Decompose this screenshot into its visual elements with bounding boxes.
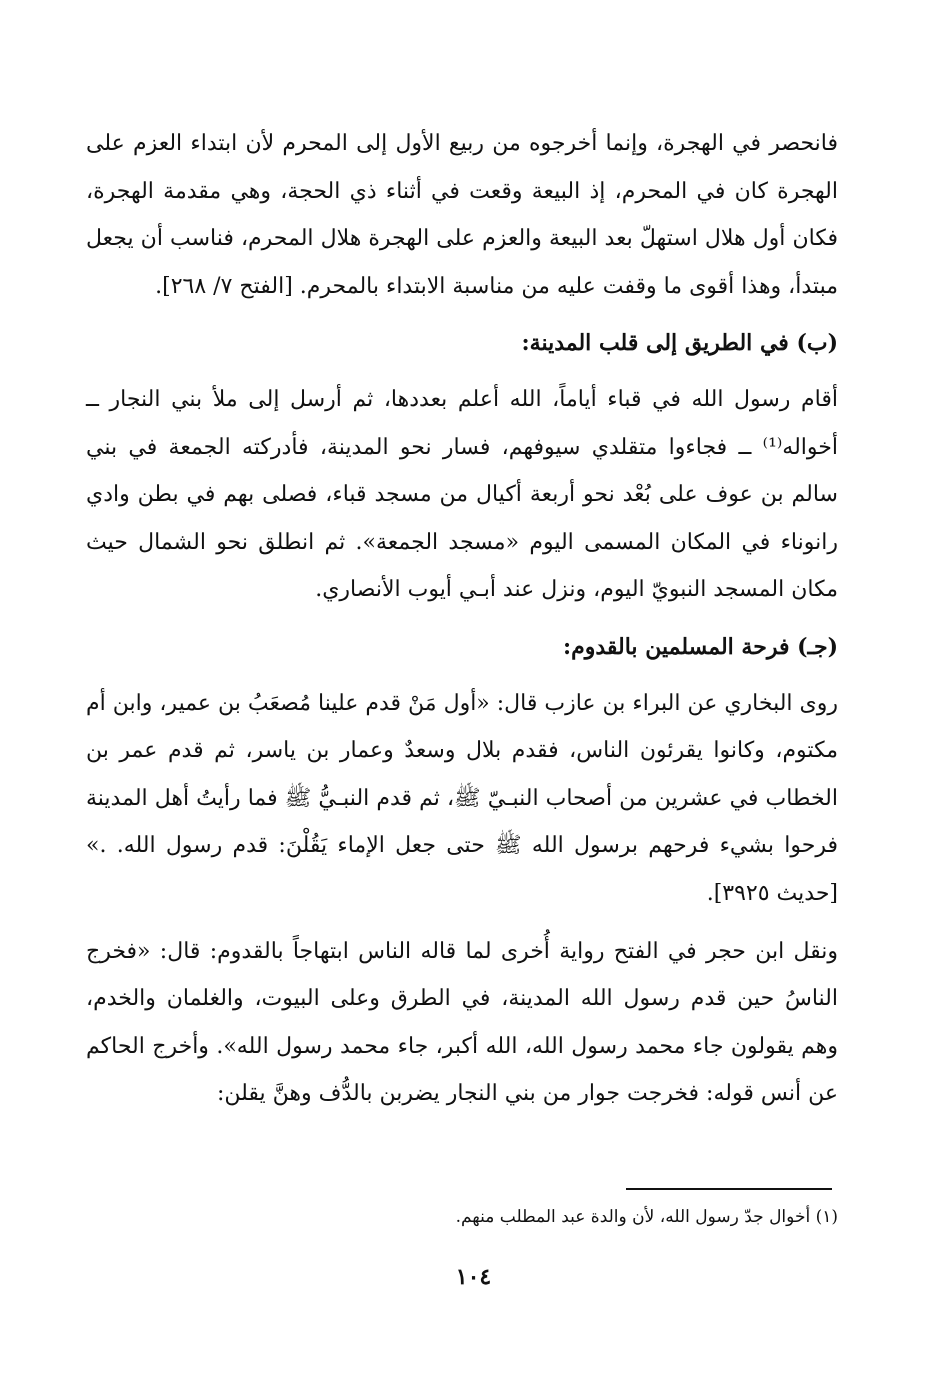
main-text [86, 120, 838, 1118]
paragraph-road-to-medina: أقام رسول الله في قباء أياماً، الله أعلم بعددها، ثم أرسل إلى ملأ بني النجار ــ أخواله⁽¹⁾ ــ فجاءوا متقلدي سيوفهم، فسار نحو المدينة، فأدركته الجمعة في بني سالم بن عوف على بُعْد نحو أربعة أكيال من مسجد قباء، فصلى بهم في بطن وادي رانوناء في المكان المسمى اليوم «مسجد الجمعة». ثم انطلق نحو الشمال حيث مكان المسجد النبويّ اليوم، ونزل عند أبـي أيوب الأنصاري. [86, 386, 838, 603]
paragraph-ibn-hajar-narration: ونقل ابن حجر في الفتح رواية أُخرى لما قاله الناس ابتهاجاً بالقدوم: قال: «فخرج الناسُ حين قدم رسول الله المدينة، في الطرق وعلى البيوت، والغلمان والخدم، وهم يقولون جاء محمد رسول الله، الله أكبر، جاء محمد رسول الله». وأخرج الحاكم عن أنس قوله: فخرجت جوار من بني النجار يضربن بالدُّف وهنَّ يقلن: [86, 938, 838, 1107]
heading-road-to-medina: (ب) في الطريق إلى قلب المدينة: [521, 330, 838, 357]
heading-joy-of-muslims: (جـ) فرحة المسلمين بالقدوم: [562, 633, 838, 660]
page-number: ١٠٤ [455, 1264, 492, 1290]
paragraph-bukhari-narration: روى البخاري عن البراء بن عازب قال: «أول مَنْ قدم علينا مُصعَبُ بن عمير، وابن أم مكتوم، وكانوا يقرئون الناس، فقدم بلال وسعدٌ وعمار بن ياسر، ثم قدم عمر بن الخطاب في عشرين من أصحاب النبـيّ ﷺ، ثم قدم النبـيُّ ﷺ فما رأيتُ أهل المدينة فرحوا بشيء فرحهم برسول الله ﷺ حتى جعل الإماء يَقُلْنَ: قدم رسول الله. .» [حديث ٣٩٢٥]. [86, 690, 838, 906]
footnote: (١) أخوال جدّ رسول الله، لأن والدة عبد المطلب منهم. [455, 1207, 838, 1227]
paragraph-hijra-calendar: فانحصر في الهجرة، وإنما أخرجوه من ربيع الأول إلى المحرم لأن ابتداء العزم على الهجرة كان في المحرم، إذ البيعة وقعت في أثناء ذي الحجة، وهي مقدمة الهجرة، فكان أول هلال استهلّ بعد البيعة والعزم على الهجرة هلال المحرم، فناسب أن يجعل مبتدأ، وهذا أقوى ما وقفت عليه من مناسبة الابتداء بالمحرم. [الفتح ٧/ ٢٦٨]. [86, 131, 838, 299]
footnote-divider [626, 1188, 832, 1190]
